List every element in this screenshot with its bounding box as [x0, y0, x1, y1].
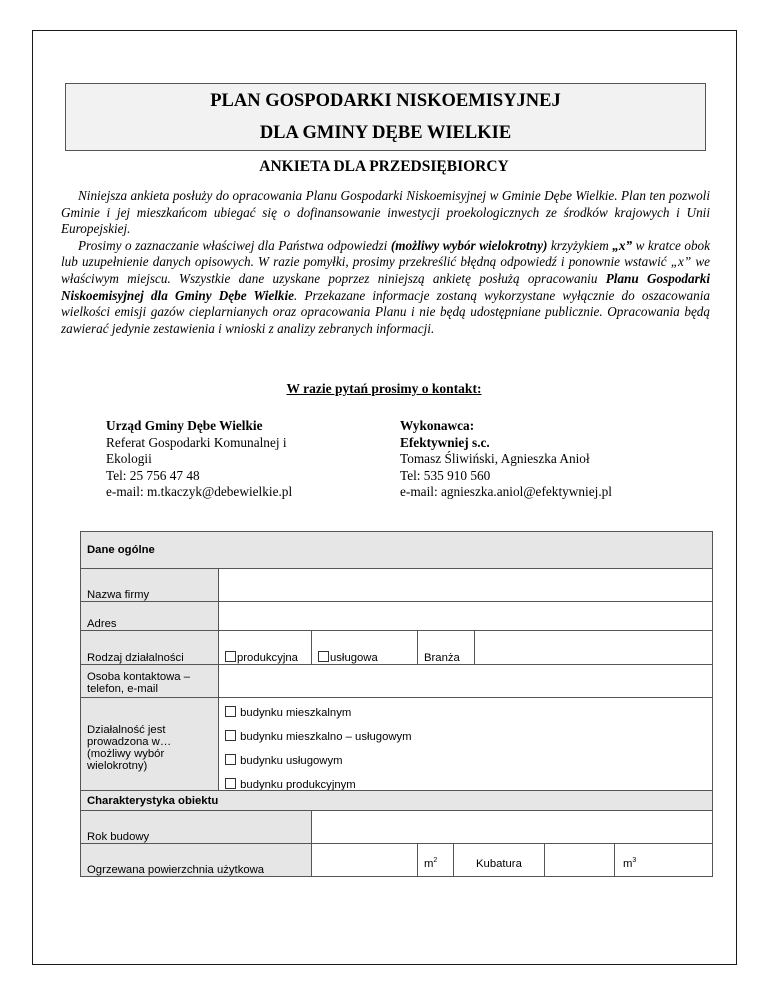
address-input[interactable] [219, 602, 713, 631]
contact-heading: W razie pytań prosimy o kontakt: [286, 381, 482, 396]
office-email[interactable]: e-mail: m.tkaczyk@debewielkie.pl [106, 484, 293, 500]
company-name-input[interactable] [219, 569, 713, 602]
office-department-cont: Ekologii [106, 451, 152, 467]
contact-person-input[interactable] [219, 665, 713, 698]
address-row [81, 602, 713, 631]
option-building-service[interactable]: budynku usługowym [225, 749, 706, 773]
checkbox-service[interactable] [318, 651, 329, 662]
industry-label: Branża [418, 631, 475, 665]
option-building-production[interactable]: budynku produkcyjnym [225, 773, 706, 797]
option-building-mixed[interactable]: budynku mieszkalno – usługowym [225, 725, 706, 749]
document-title-line-2: DLA GMINY DĘBE WIELKIE [259, 123, 512, 143]
object-table [80, 790, 713, 877]
volume-input[interactable] [545, 844, 615, 877]
document-title-line-1: PLAN GOSPODARKI NISKOEMISYJNEJ [210, 91, 561, 111]
option-production[interactable]: produkcyjna [219, 631, 312, 665]
checkbox-mixed[interactable] [225, 730, 236, 741]
activity-location-label: Działalność jest prowadzona w… (możliwy wybór wielokrotny) [81, 698, 219, 798]
office-department: Referat Gospodarki Komunalnej i [106, 434, 287, 450]
title-box [65, 83, 706, 151]
checkbox-production-building[interactable] [225, 778, 236, 789]
section-general-row [81, 532, 713, 569]
option-service[interactable]: usługowa [312, 631, 418, 665]
area-row [81, 844, 713, 877]
section-general-heading: Dane ogólne [87, 544, 155, 556]
intro-paragraph-1: Niniejsza ankieta posłuży do opracowania Planu Gospodarki Niskoemisyjnej w Gminie Dębe Wielkie. Plan ten pozwoli Gminie i jej mieszkańcom ubiegać się o dofinansowanie inwestycji proekologicznych ze środków krajowych i Unii Europejskiej. [61, 188, 710, 237]
survey-form-table [80, 531, 713, 798]
section-object-row [81, 791, 713, 811]
year-built-label: Rok budowy [81, 811, 312, 844]
area-unit: $m^2$ [418, 844, 454, 877]
contact-person-label: Osoba kontaktowa – telefon, e-mail [81, 665, 219, 698]
contact-contractor [400, 418, 612, 501]
volume-label: Kubatura [454, 844, 545, 877]
checkbox-service-building[interactable] [225, 754, 236, 765]
intro-paragraph-2: Prosimy o zaznaczanie właściwej dla Państwa odpowiedzi (możliwy wybór wielokrotny) krzyżykiem „x” w kratce obok lub uzupełnienie danych opisowych. W razie pomyłki, prosimy przekreślić błędną odpowiedź i ponownie wstawić „x” we właściwym miejscu. Wszystkie dane uzyskane poprzez niniejszą ankietę posłużą opracowaniu Planu Gospodarki Niskoemisyjnej dla Gminy Dębe Wielkie. Przekazane informacje zostaną wykorzystane wyłącznie do oszacowania wielkości emisji gazów cieplarnianych oraz opracowania Planu i nie będą udostępniane publicznie. Opracowania będą zawierać jedynie zestawienia i wnioski z analizy zebranych informacji. [61, 237, 710, 336]
activity-type-label: Rodzaj działalności [81, 631, 219, 665]
activity-location-row [81, 698, 713, 798]
year-built-input[interactable] [312, 811, 713, 844]
volume-unit: $m^3$ [615, 844, 713, 877]
heated-area-label: Ogrzewana powierzchnia użytkowa [81, 844, 312, 877]
office-name: Urząd Gminy Dębe Wielkie [106, 418, 263, 433]
intro-text [61, 188, 710, 337]
activity-location-options [219, 698, 713, 798]
company-name-label: Nazwa firmy [81, 569, 219, 602]
year-built-row [81, 811, 713, 844]
office-phone: Tel: 25 756 47 48 [106, 467, 200, 483]
contractor-company: Efektywniej s.c. [400, 434, 490, 450]
address-label: Adres [81, 602, 219, 631]
contractor-email[interactable]: e-mail: agnieszka.aniol@efektywniej.pl [400, 484, 612, 500]
heated-area-input[interactable] [312, 844, 418, 877]
section-object-heading: Charakterystyka obiektu [87, 794, 219, 807]
survey-subtitle: ANKIETA DLA PRZEDSIĘBIORCY [259, 158, 509, 175]
contact-person-row [81, 665, 713, 698]
activity-type-row [81, 631, 713, 665]
contractor-names: Tomasz Śliwiński, Agnieszka Anioł [400, 451, 590, 467]
checkbox-residential[interactable] [225, 706, 236, 717]
industry-input[interactable] [475, 631, 713, 665]
checkbox-production[interactable] [225, 651, 236, 662]
contact-office [106, 418, 292, 501]
contractor-phone: Tel: 535 910 560 [400, 467, 491, 483]
contractor-label: Wykonawca: [400, 418, 475, 433]
company-name-row [81, 569, 713, 602]
option-building-residential[interactable]: budynku mieszkalnym [225, 701, 706, 725]
